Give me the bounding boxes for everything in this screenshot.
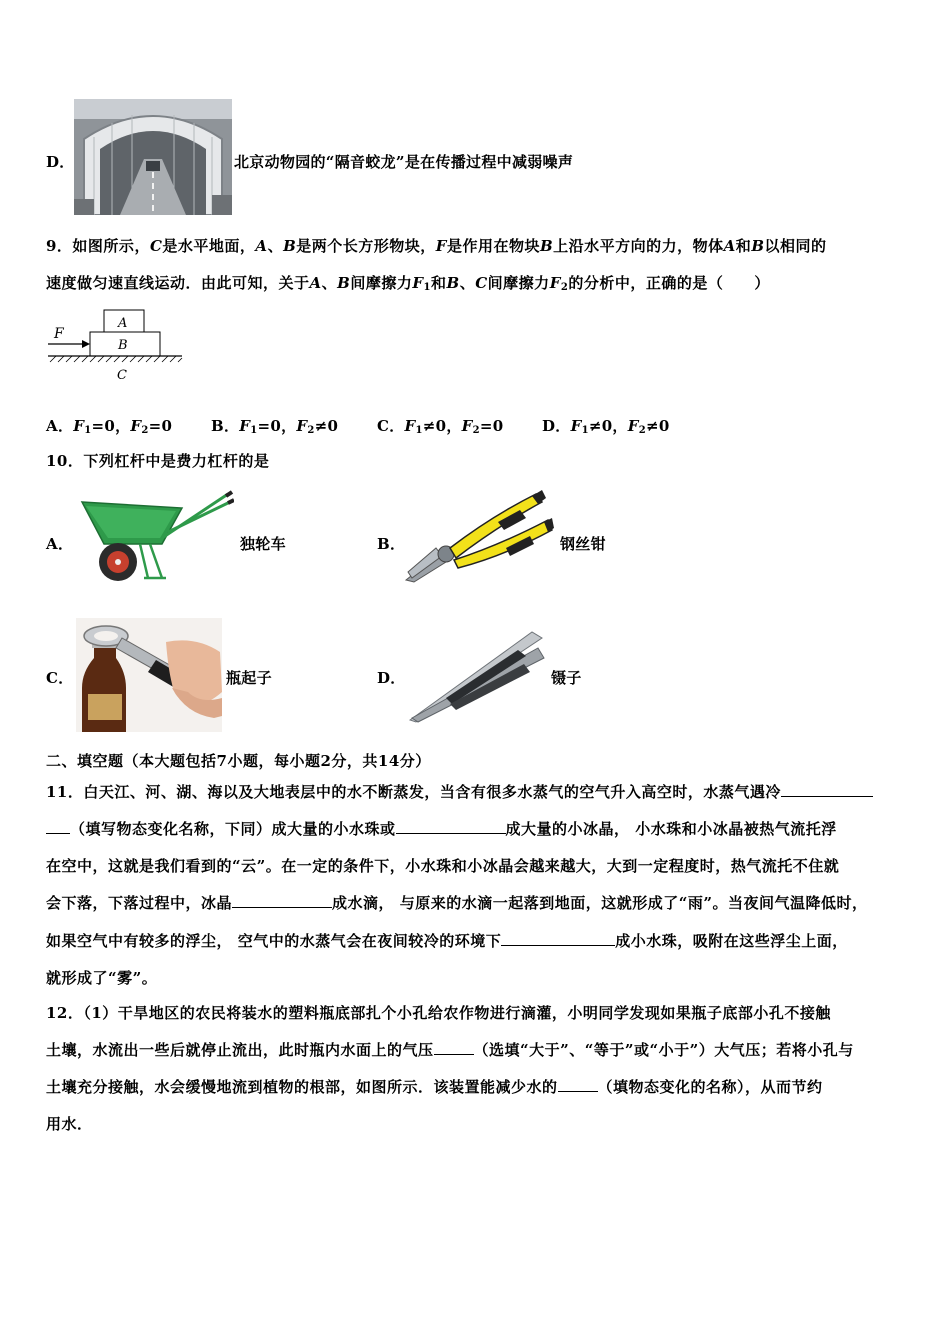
q11-blank-3[interactable] bbox=[232, 893, 332, 908]
q9-fig-label-b: B bbox=[118, 338, 128, 353]
q10-option-b-text[interactable]: 钢丝钳 bbox=[560, 535, 606, 553]
q11-line3: 在空中，这就是我们看到的“云”。在一定的条件下，小水珠和小冰晶会越来越大，大到一定程度时，热气流托不住就 bbox=[46, 857, 840, 875]
q11-blank-4[interactable] bbox=[501, 931, 615, 946]
q9-option-a[interactable]: A．$F_1=0$，$F_2=0$ bbox=[46, 417, 173, 436]
q10-option-d-label: D． bbox=[377, 669, 406, 687]
q11-blank-1-cont[interactable] bbox=[46, 819, 70, 834]
bottle-opener-image bbox=[76, 618, 222, 732]
q11-line2: （填写物态变化名称，下同）成大量的小水珠或 成大量的小冰晶， 小水珠和小冰晶被热气流托浮 bbox=[46, 819, 837, 839]
q10-option-d-text[interactable]: 镊子 bbox=[551, 669, 582, 687]
q11-line1: 11．白天江、河、湖、海以及大地表层中的水不断蒸发，当含有很多水蒸气的空气升入高空时，水蒸气遇冷 bbox=[46, 782, 873, 802]
q9-fig-label-a: A bbox=[118, 316, 128, 331]
q10-stem: 10．下列杠杆中是费力杠杆的是 bbox=[46, 452, 270, 470]
q8-option-d-label: D． bbox=[46, 153, 75, 171]
q9-fig-label-f: F bbox=[54, 326, 64, 342]
q10-option-a-label: A． bbox=[46, 535, 74, 553]
q12-line2: 土壤，水流出一些后就停止流出，此时瓶内水面上的气压 （选填“大于”、“等于”或“小于”）大气压；若将小孔与 bbox=[46, 1041, 854, 1059]
q9-option-c[interactable]: C．$F_1\ne 0$，$F_2=0$ bbox=[377, 417, 504, 436]
q8-option-d-text: 北京动物园的“隔音蛟龙”是在传播过程中减弱噪声 bbox=[234, 153, 574, 171]
q11-line6: 就形成了“雾”。 bbox=[46, 969, 158, 987]
q11-blank-2[interactable] bbox=[396, 819, 506, 834]
q11-line5: 如果空气中有较多的浮尘， 空气中的水蒸气会在夜间较冷的环境下 成小水珠，吸附在这些浮尘上面， bbox=[46, 932, 848, 950]
q10-option-c-label: C． bbox=[46, 669, 74, 687]
section-2-title: 二、填空题（本大题包括7小题，每小题2分，共14分） bbox=[46, 752, 431, 770]
tweezers-image bbox=[406, 624, 546, 724]
pliers-image bbox=[402, 486, 556, 586]
q12-line1: 12．（1）干旱地区的农民将装水的塑料瓶底部扎个小孔给农作物进行滴灌，小明同学发现如果瓶子底部小孔不接触 bbox=[46, 1004, 831, 1022]
q12-line3: 土壤充分接触，水会缓慢地流到植物的根部，如图所示．该装置能减少水的 （填物态变化的名称），从而节约 bbox=[46, 1078, 823, 1096]
q9-fig-label-c: C bbox=[117, 368, 127, 383]
q9-stem-line1: 9．如图所示，C是水平地面，A、B是两个长方形物块，F是作用在物块B上沿水平方向的力，物体A和B以相同的 bbox=[46, 237, 827, 255]
q10-option-b-label: B． bbox=[377, 535, 406, 553]
q12-blank-2[interactable] bbox=[558, 1077, 598, 1092]
wheelbarrow-image bbox=[78, 488, 234, 584]
q9-option-b[interactable]: B．$F_1=0$，$F_2\ne 0$ bbox=[211, 417, 339, 436]
q12-blank-1[interactable] bbox=[434, 1040, 474, 1055]
q11-line4: 会下落，下落过程中，冰晶 成水滴， 与原来的水滴一起落到地面，这就形成了“雨”。当夜间气温降低时， bbox=[46, 894, 868, 912]
q9-stem-line2: 速度做匀速直线运动．由此可知，关于A、B间摩擦力$F_1$和B、C间摩擦力$F_2$的分析中，正确的是（ ） bbox=[46, 274, 770, 293]
q9-blocks-diagram bbox=[46, 306, 186, 384]
q10-option-a-text[interactable]: 独轮车 bbox=[240, 535, 286, 553]
noise-barrier-tunnel-photo bbox=[74, 99, 232, 215]
q12-line4: 用水． bbox=[46, 1115, 93, 1133]
q9-option-d[interactable]: D．$F_1\ne 0$，$F_2\ne 0$ bbox=[542, 417, 670, 436]
q10-option-c-text[interactable]: 瓶起子 bbox=[226, 669, 272, 687]
q11-blank-1[interactable] bbox=[781, 782, 873, 797]
